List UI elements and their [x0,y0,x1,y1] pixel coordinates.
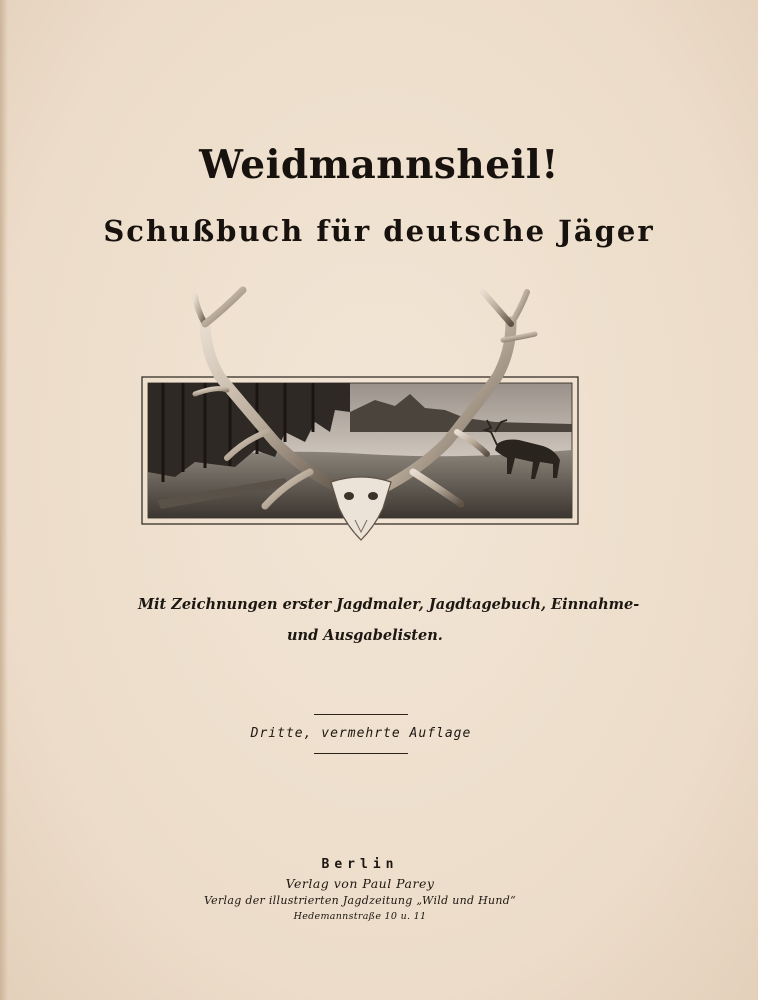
edition-note: Dritte, vermehrte Auflage [250,726,472,741]
antlers-deer-forest-illustration [135,282,585,557]
imprint-publisher: Verlag von Paul Parey [285,876,435,891]
divider-bottom [314,753,408,754]
imprint-address: Hedemannstraße 10 u. 11 [293,911,427,922]
description-line-2: und Ausgabelisten. [287,627,443,644]
book-title: Weidmannsheil! [199,142,559,188]
imprint-publisher-note: Verlag der illustrierten Jagdzeitung „Wild und Hund“ [203,894,517,907]
book-subtitle: Schußbuch für deutsche Jäger [103,214,655,248]
imprint-city: Berlin [321,857,399,872]
divider-top [314,714,408,715]
description-line-1: Mit Zeichnungen erster Jagdmaler, Jagdtagebuch, Einnahme- [138,596,640,613]
deer-skull [331,477,391,540]
